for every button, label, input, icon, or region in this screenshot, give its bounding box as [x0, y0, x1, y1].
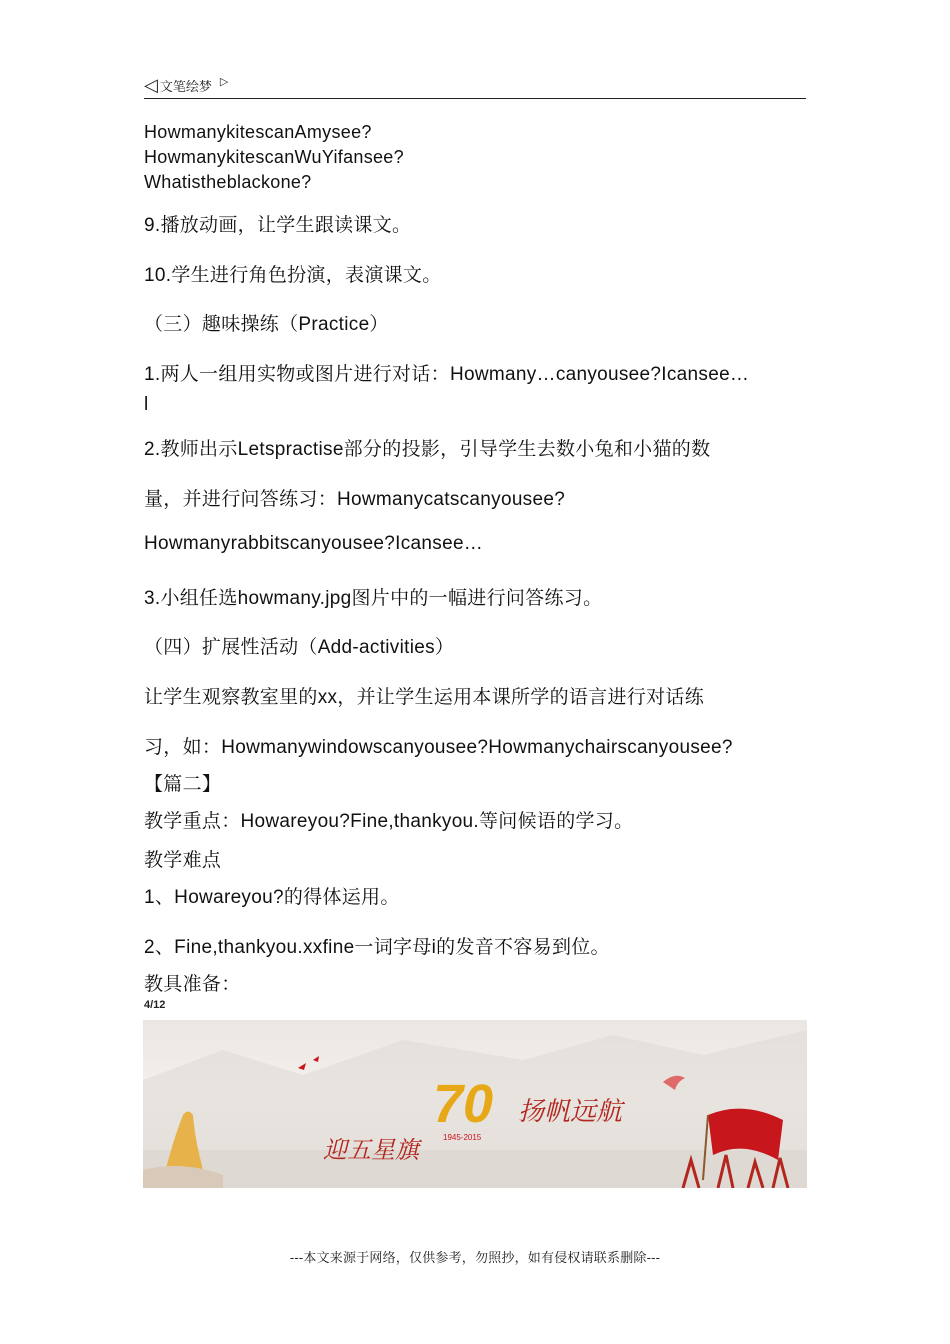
section-heading: 【篇二】 — [144, 774, 222, 795]
dove-icon — [298, 1056, 319, 1070]
header-title: 文笔绘梦 — [159, 78, 212, 94]
text-line: 1、Howareyou?的得体运用。 — [144, 887, 400, 908]
text-line: 10.学生进行角色扮演，表演课文。 — [144, 265, 442, 286]
anniversary-banner — [143, 1020, 807, 1188]
text-line: 习，如：Howmanywindowscanyousee?Howmanychairscanyousee? — [144, 737, 733, 758]
page-number: 4/12 — [144, 999, 166, 1011]
text-line: Whatistheblackone? — [144, 172, 312, 192]
text-line: HowmanykitescanAmysee? — [144, 122, 372, 142]
text-line: 让学生观察教室里的xx，并让学生运用本课所学的语言进行对话练 — [144, 687, 705, 708]
text-line: Howmanyrabbitscanyousee?Icansee… — [144, 533, 484, 554]
text-line: 教学难点 — [144, 850, 222, 871]
text-line: 9.播放动画，让学生跟读课文。 — [144, 215, 412, 236]
text-line: 3.小组任选howmany.jpg图片中的一幅进行问答练习。 — [144, 588, 603, 609]
right-triangle-icon: ▷ — [219, 75, 229, 88]
text-line: 1.两人一组用实物或图片进行对话：Howmany…canyousee?Icansee… — [144, 364, 750, 385]
section-heading: （三）趣味操练（Practice） — [144, 314, 389, 335]
text-line: 2.教师出示Letspractise部分的投影，引导学生去数小兔和小猫的数 — [144, 439, 711, 460]
text-line: 教学重点：Howareyou?Fine,thankyou.等问候语的学习。 — [144, 811, 634, 832]
banner-slogan: 扬帆远航 — [518, 1097, 623, 1127]
text-line: 教具准备： — [144, 974, 241, 995]
text-line: 量，并进行问答练习：Howmanycatscanyousee? — [144, 489, 566, 510]
text-line: 2、Fine,thankyou.xxfine一词字母i的发音不容易到位。 — [144, 937, 610, 958]
left-triangle-icon: ◁ — [144, 75, 158, 95]
text-line: l — [144, 394, 149, 415]
text-line: HowmanykitescanWuYifansee? — [144, 147, 404, 167]
page-header — [144, 72, 806, 99]
anniversary-years: 1945-2015 — [443, 1133, 482, 1142]
anniversary-number: 70 — [433, 1074, 494, 1134]
page-footer: ---本文来源于网络，仅供参考，勿照抄，如有侵权请联系删除--- — [289, 1250, 661, 1265]
banner-artwork — [143, 1020, 807, 1188]
section-heading: （四）扩展性活动（Add-activities） — [144, 637, 455, 658]
title-1945-2015: 迎五星旗 — [323, 1136, 419, 1164]
